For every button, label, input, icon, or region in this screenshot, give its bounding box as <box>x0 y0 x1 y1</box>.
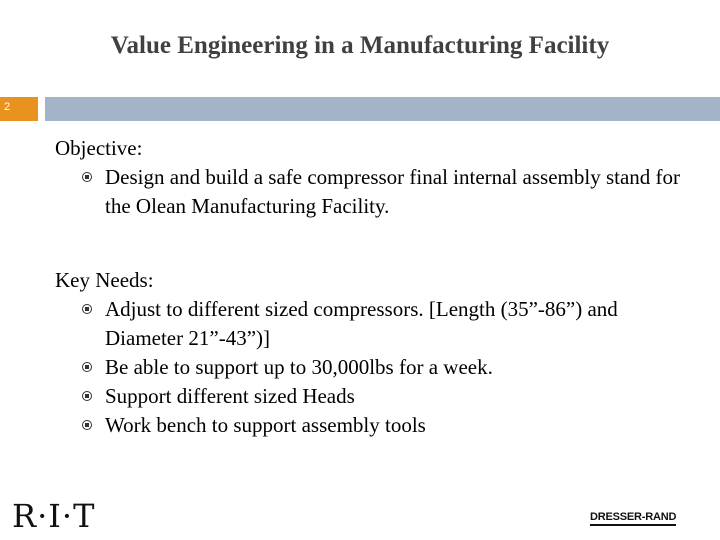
key-needs-heading: Key Needs: <box>55 268 154 292</box>
list-item-text: Be able to support up to 30,000lbs for a week. <box>105 355 493 379</box>
list-item-text: Support different sized Heads <box>105 384 355 408</box>
rit-logo: R·I·T <box>12 497 96 535</box>
list-item-text: Design and build a safe compressor final internal assembly stand for the Olean Manufacturing Facility. <box>105 165 681 218</box>
list-item <box>55 163 695 221</box>
slide-title: Value Engineering in a Manufacturing Facility <box>110 32 610 59</box>
objective-list <box>55 163 695 221</box>
list-item <box>55 353 695 382</box>
list-item-text: Adjust to different sized compressors. [Length (35”-86”) and Diameter 21”-43”)] <box>105 297 618 350</box>
list-item <box>55 411 695 440</box>
key-needs-list <box>55 295 695 440</box>
circled-bullet-icon <box>82 172 92 182</box>
objective-section <box>55 135 695 221</box>
circled-bullet-icon <box>82 420 92 430</box>
circled-bullet-icon <box>82 362 92 372</box>
circled-bullet-icon <box>82 304 92 314</box>
list-item <box>55 382 695 411</box>
dresser-rand-logo: DRESSER-RAND <box>590 511 676 526</box>
list-item <box>55 295 665 353</box>
key-needs-section <box>55 267 695 440</box>
circled-bullet-icon <box>82 391 92 401</box>
header-bar <box>45 97 720 121</box>
slide-number: 2 <box>4 101 11 113</box>
list-item-text: Work bench to support assembly tools <box>105 413 426 437</box>
slide-number-box <box>0 97 38 121</box>
objective-heading: Objective: <box>55 136 143 160</box>
